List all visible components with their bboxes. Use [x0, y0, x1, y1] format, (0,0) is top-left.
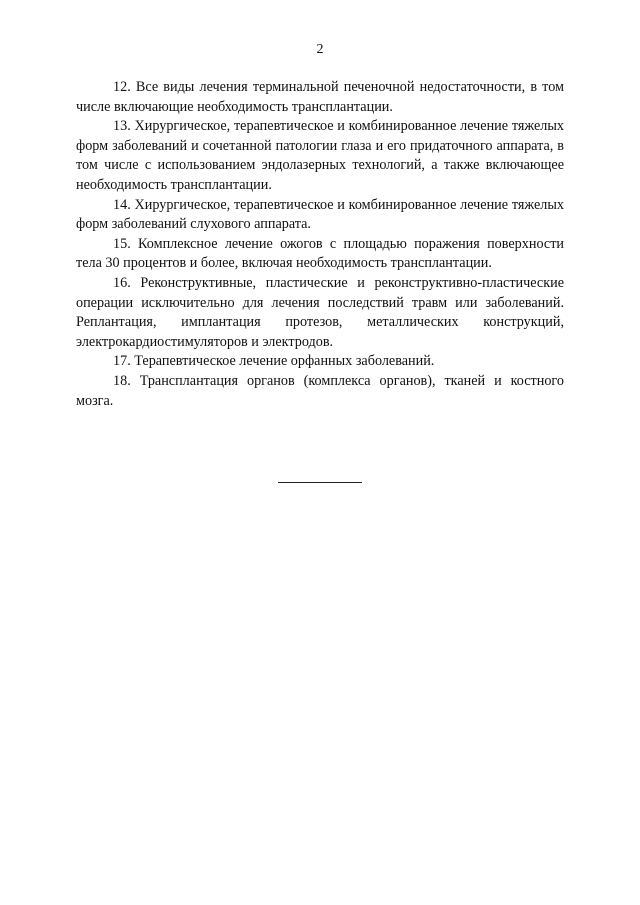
list-item-15: 15. Комплексное лечение ожогов с площадью поражения поверхности тела 30 процентов и более, включая необходимость трансплантации. [76, 235, 564, 272]
list-item-18: 18. Трансплантация органов (комплекса органов), тканей и костного мозга. [76, 372, 564, 409]
list-item-17: 17. Терапевтическое лечение орфанных заболеваний. [113, 353, 435, 370]
document-body [76, 78, 564, 411]
list-item-12: 12. Все виды лечения терминальной печеночной недостаточности, в том числе включающие необходимость трансплантации. [76, 79, 564, 115]
list-item-16: 16. Реконструктивные, пластические и реконструктивно-пластические операции исключительно для лечения последствий травм или заболеваний. Реплантация, имплантация протезов, металлических конструкций, электрокардиостимуляторов и электродов. [76, 274, 564, 350]
list-item-13: 13. Хирургическое, терапевтическое и комбинированное лечение тяжелых форм заболеваний и сочетанной патологии глаза и его придаточного аппарата, в том числе с использованием эндолазерных технологий, а также включающее необходимость трансплантации. [76, 118, 564, 193]
page-number: 2 [316, 42, 324, 57]
end-separator-line [278, 482, 362, 483]
list-item-14: 14. Хирургическое, терапевтическое и комбинированное лечение тяжелых форм заболеваний слухового аппарата. [76, 196, 564, 233]
